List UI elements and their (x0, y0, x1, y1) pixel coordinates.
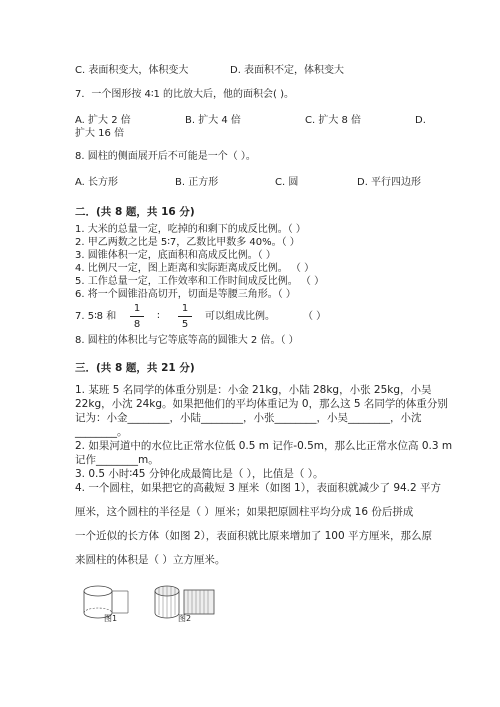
s3-q4-line3: 一个近似的长方体（如图 2），表面积就比原来增加了 100 平方厘米，那么原 (75, 530, 432, 542)
s3-q4-line1: 4. 一个圆柱，如果把它的高截短 3 厘米（如图 1），表面积就减少了 94.2 平方 (75, 482, 442, 494)
s3-q4-line4: 来圆柱的体积是（ ）立方厘米。 (75, 554, 226, 566)
q7-option-d-text: 扩大 16 倍 (75, 128, 125, 139)
fraction-2-numerator: 1 (181, 303, 189, 314)
q6-option-d: D. 表面积不定，体积变大 (230, 65, 345, 76)
figure-2-caption: 图2 (178, 614, 192, 623)
s2-item-7-fraction-2 (178, 303, 192, 330)
s3-q2-line2: 记作________m。 (75, 454, 159, 466)
section3-title: 三．(共 8 题，共 21 分) (75, 362, 195, 374)
s2-item-6: 6. 将一个圆锥沿高切开，切面是等腰三角形。（ ） (75, 289, 296, 300)
s3-q1-line1: 1. 某班 5 名同学的体重分别是：小金 21kg，小陆 28kg，小张 25kg，小吴 (75, 384, 432, 396)
q8-stem: 8. 圆柱的侧面展开后不可能是一个（ ）。 (75, 151, 256, 162)
s2-item-7-fraction-1 (130, 303, 144, 330)
q8-option-a: A. 长方形 (75, 177, 119, 188)
s3-q3: 3. 0.5 小时∶45 分钟化成最简比是（ ），比值是（ ）。 (75, 468, 324, 480)
s2-item-3: 3. 圆锥体积一定，底面积和高成反比例。（ ） (75, 250, 276, 261)
fraction-1-bar (130, 316, 144, 317)
fraction-1-numerator: 1 (133, 303, 141, 314)
s3-q4-line2: 厘米，这个圆柱的半径是（ ）厘米；如果把原圆柱平均分成 16 份后拼成 (75, 506, 414, 518)
q7-option-a: A. 扩大 2 倍 (75, 115, 131, 126)
q6-option-c: C. 表面积变大，体积变大 (75, 65, 189, 76)
s3-q2-line1: 2. 如果河道中的水位比正常水位低 0.5 m 记作-0.5m，那么比正常水位高 0.3 m (75, 440, 453, 452)
s2-item-7-suffix: 可以组成比例。 (205, 311, 275, 322)
fraction-2-bar (178, 316, 192, 317)
q7-option-d: D. (415, 115, 426, 126)
s2-item-8: 8. 圆柱的体积比与它等底等高的圆锥大 2 倍。（ ） (75, 335, 299, 346)
q7-option-b: B. 扩大 4 倍 (185, 115, 241, 126)
q8-option-b: B. 正方形 (175, 177, 219, 188)
s3-q1-line4: ________。 (75, 426, 128, 438)
s2-item-2: 2. 甲乙两数之比是 5∶7，乙数比甲数多 40%。（ ） (75, 237, 300, 248)
q7-option-c: C. 扩大 8 倍 (305, 115, 362, 126)
section2-title: 二．(共 8 题，共 16 分) (75, 206, 195, 218)
fraction-1-denominator: 8 (133, 319, 141, 330)
q7-stem: 7．一个图形按 4∶1 的比放大后，他的面积会( )。 (75, 89, 295, 100)
q8-option-d: D. 平行四边形 (357, 177, 422, 188)
s2-item-5: 5. 工作总量一定，工作效率和工作时间成反比例。 （ ） (75, 276, 325, 287)
s2-item-1: 1. 大米的总量一定，吃掉的和剩下的成反比例。（ ） (75, 224, 306, 235)
s2-item-7-prefix: 7. 5∶8 和 (75, 311, 117, 322)
s2-item-4: 4. 比例尺一定，图上距离和实际距离成反比例。 （ ） (75, 263, 315, 274)
q8-option-c: C. 圆 (275, 177, 299, 188)
s2-item-7-colon: ∶ (157, 311, 160, 322)
figure-1-caption: 图1 (104, 614, 118, 623)
s3-q1-line2: 22kg，小沈 24kg。如果把他们的平均体重记为 0，那么这 5 名同学的体重分别 (75, 398, 448, 410)
s2-item-7-answer: （ ） (303, 311, 327, 322)
fraction-2-denominator: 5 (181, 319, 189, 330)
s3-q1-line3: 记为：小金________，小陆________，小张________，小吴________，小沈 (75, 412, 422, 424)
